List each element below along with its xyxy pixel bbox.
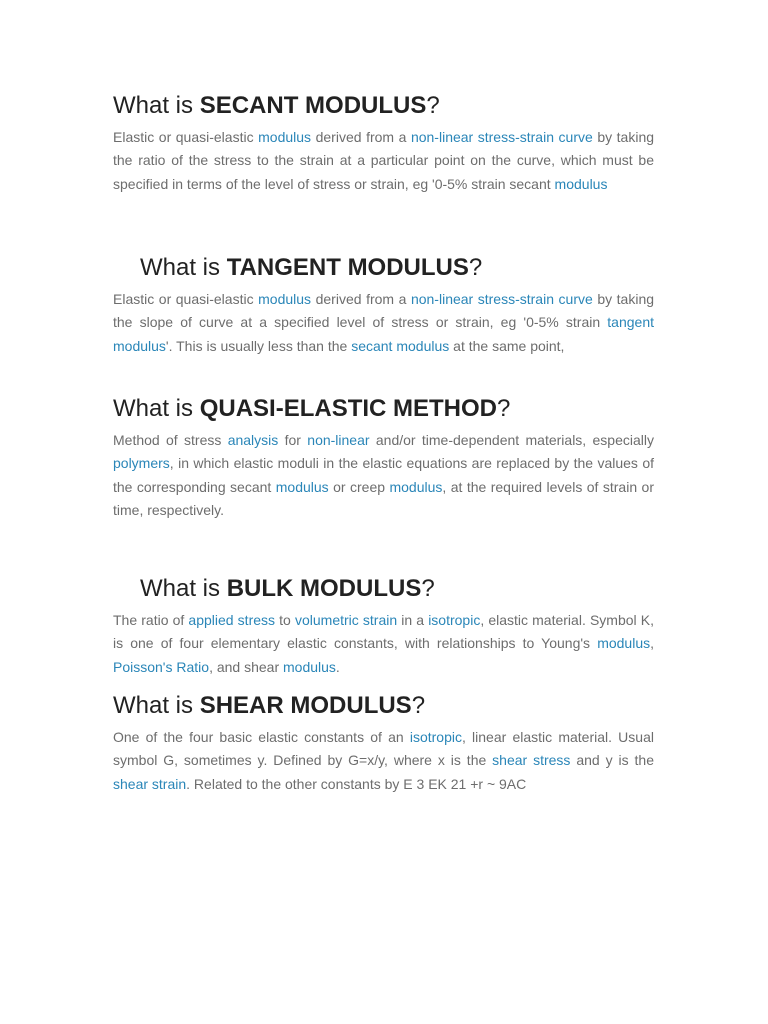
body-text-run: derived from a (311, 129, 411, 145)
section-heading (113, 692, 654, 720)
body-text-run: Elastic or quasi-elastic (113, 129, 259, 145)
heading-suffix: ? (426, 92, 440, 119)
inline-link[interactable]: isotropic (409, 729, 462, 745)
body-text-run: , (650, 635, 654, 652)
inline-link[interactable]: modulus (597, 635, 651, 652)
inline-link[interactable]: tangent modulus (113, 314, 654, 354)
body-text-run: in a (397, 612, 429, 628)
inline-link[interactable]: non-linear (307, 432, 370, 448)
body-text-run: Elastic or quasi-elastic (113, 291, 259, 307)
body-text-run: , and shear (209, 658, 283, 675)
inline-link[interactable]: shear strain (113, 775, 187, 792)
body-text-run: or creep (328, 478, 390, 495)
body-text-run: One of the four basic elastic constants of an (113, 729, 410, 745)
body-text-run: by taking the slope of curve at a specified level of stress or strain, eg '0-5% strain (113, 291, 655, 331)
body-text-run: . Related to the other constants by E 3 EK 21 +r ~ 9AC (186, 775, 527, 792)
heading-suffix: ? (497, 395, 511, 422)
heading-term: SHEAR MODULUS (199, 692, 412, 719)
section-paragraph (113, 609, 654, 679)
section-heading (113, 92, 654, 120)
body-text-run: The ratio of (113, 612, 189, 628)
body-text-run: . (335, 658, 340, 675)
body-text-run: , at the required levels of strain or time, respectively. (113, 478, 654, 518)
inline-link[interactable]: non-linear stress-strain curve (410, 129, 593, 145)
body-text-run: , elastic material. Symbol K, is one of four elementary elastic constants, with relationships to Young's (113, 612, 654, 652)
heading-suffix: ? (411, 692, 426, 719)
body-text-run: , in which elastic moduli in the elastic equations are replaced by the values of the corresponding secant (113, 455, 654, 495)
section-heading (113, 575, 654, 603)
heading-term: BULK MODULUS (226, 575, 422, 602)
body-text-run: '. This is usually less than the (165, 337, 352, 354)
section-shear-modulus (113, 692, 654, 796)
section-quasi-elastic-method (113, 395, 654, 522)
inline-link[interactable]: non-linear stress-strain curve (410, 291, 593, 307)
inline-link[interactable]: modulus (554, 175, 608, 192)
section-heading (113, 395, 654, 423)
inline-link[interactable]: polymers (113, 455, 170, 472)
heading-prefix: What is (113, 692, 200, 719)
section-paragraph (113, 429, 654, 522)
inline-link[interactable]: isotropic (428, 612, 481, 628)
heading-suffix: ? (468, 254, 483, 281)
body-text-run: at the same point, (449, 337, 565, 354)
heading-term: TANGENT MODULUS (226, 254, 469, 281)
inline-link[interactable]: modulus (258, 291, 312, 307)
section-paragraph (113, 288, 654, 358)
body-text-run: for (278, 432, 308, 448)
section-secant-modulus (113, 92, 654, 196)
inline-link[interactable]: modulus (258, 129, 312, 145)
body-text-run: by taking the ratio of the stress to the strain at a particular point on the curve, which must be specified in terms of the level of stress or strain, eg '0-5% strain secant (113, 129, 655, 192)
section-bulk-modulus (113, 575, 654, 679)
inline-link[interactable]: modulus (283, 658, 336, 675)
body-text-run: Method of stress (113, 432, 228, 448)
heading-term: QUASI-ELASTIC METHOD (199, 395, 498, 422)
inline-link[interactable]: applied stress (188, 612, 276, 628)
section-paragraph (113, 126, 654, 196)
inline-link[interactable]: shear stress (492, 752, 571, 769)
heading-prefix: What is (113, 92, 200, 119)
heading-term: SECANT MODULUS (199, 92, 427, 119)
heading-prefix: What is (140, 575, 227, 602)
inline-link[interactable]: analysis (227, 432, 279, 448)
inline-link[interactable]: modulus (389, 478, 443, 495)
body-text-run: to (275, 612, 295, 628)
section-tangent-modulus (113, 254, 654, 358)
body-text-run: and/or time-dependent materials, especially (369, 432, 654, 448)
inline-link[interactable]: modulus (275, 478, 329, 495)
heading-prefix: What is (140, 254, 227, 281)
body-text-run: derived from a (311, 291, 411, 307)
inline-link[interactable]: Poisson's Ratio (113, 658, 210, 675)
section-paragraph (113, 726, 654, 796)
heading-suffix: ? (421, 575, 435, 602)
inline-link[interactable]: secant modulus (351, 337, 450, 354)
body-text-run: and y is the (570, 752, 654, 769)
inline-link[interactable]: volumetric strain (294, 612, 398, 628)
body-text-run: , linear elastic material. Usual symbol G, sometimes y. Defined by G=x/y, where x is the (113, 729, 654, 769)
section-heading (113, 254, 654, 282)
heading-prefix: What is (113, 395, 200, 422)
